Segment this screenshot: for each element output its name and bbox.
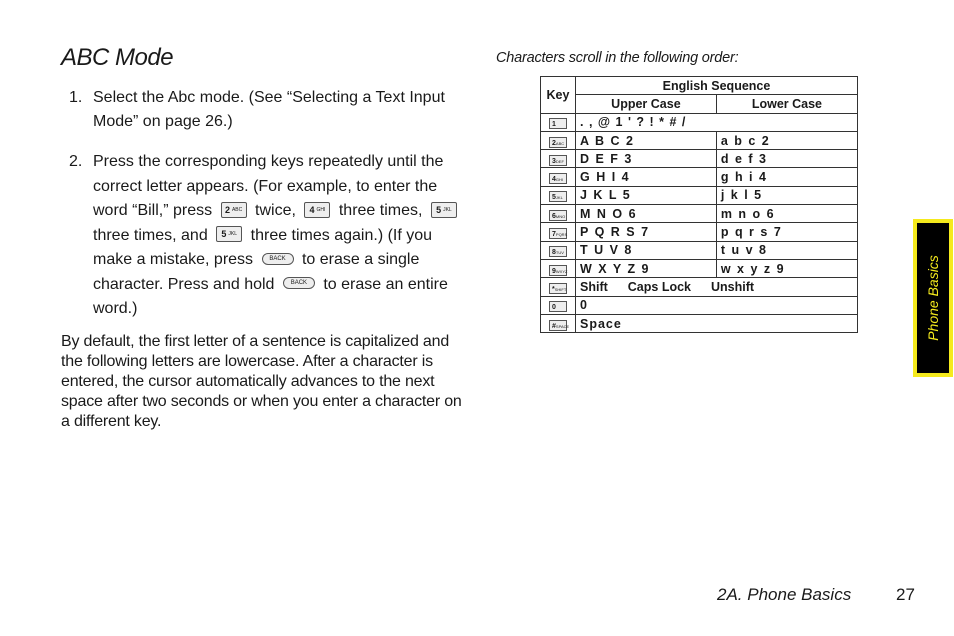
key-5-icon: $5^{JKL}$ <box>549 191 567 202</box>
table-row <box>541 223 858 241</box>
step-text: twice, <box>255 202 296 219</box>
table-row <box>541 186 858 204</box>
key-6-icon: $6^{MNO}$ <box>549 210 567 221</box>
table-row <box>541 278 858 296</box>
step-text: three times, and <box>93 226 208 244</box>
table-cell: 0 <box>576 296 858 314</box>
step-text: to erase a single character. Press and hold <box>93 251 420 293</box>
table-row <box>541 296 858 314</box>
table-cell: d e f 3 <box>716 150 857 168</box>
section-tab-label: Phone Basics <box>925 255 941 341</box>
table-row <box>541 205 858 223</box>
table-cell: g h i 4 <box>716 168 857 186</box>
step-text: Press the corresponding keys repeatedly until the correct letter appears. (For example, to enter the word “Bill,” press <box>93 153 444 219</box>
step-number: 2. <box>69 153 83 170</box>
key-2-icon: $2^{ABC}$ <box>549 137 567 148</box>
table-cell: . , @ 1 ' ? ! * # / <box>576 113 858 131</box>
step-text: three times again.) (If you make a mistake, press <box>93 226 433 268</box>
page-number: 27 <box>896 585 915 604</box>
table-row <box>541 241 858 259</box>
table-header-row <box>541 77 858 95</box>
key-2-icon: 2 $^{ABC}$ <box>221 202 247 218</box>
step-text: Select the Abc mode. (See “Selecting a Text Input Mode” on page 26.) <box>93 89 445 130</box>
table-cell: Space <box>576 314 858 332</box>
table-cell: j k l 5 <box>716 186 857 204</box>
table-row <box>541 259 858 277</box>
step-1 <box>61 86 471 134</box>
key-5-icon: 5 $^{JKL}$ <box>431 202 457 218</box>
table-cell: t u v 8 <box>716 241 857 259</box>
key-4-icon: $4^{GHI}$ <box>549 173 567 184</box>
table-cell: D E F 3 <box>576 150 717 168</box>
page-title: ABC Mode <box>61 44 174 71</box>
left-column <box>61 44 471 448</box>
step-2 <box>61 150 471 322</box>
table-cell: J K L 5 <box>576 186 717 204</box>
table-cell: G H I 4 <box>576 168 717 186</box>
table-cell: A B C 2 <box>576 131 717 149</box>
right-column <box>496 50 738 66</box>
step-text: three times, <box>338 202 423 219</box>
table-cell: Shift Caps Lock Unshift <box>576 278 858 296</box>
key-7-icon: $7^{PQRS}$ <box>549 228 567 239</box>
steps-list <box>61 86 471 322</box>
key-hash-icon: #$^{SPACE}$ <box>549 320 567 331</box>
table-row <box>541 113 858 131</box>
key-5-icon: 5 $^{JKL}$ <box>216 226 242 242</box>
header-lower-case: Lower Case <box>716 95 857 113</box>
key-9-icon: $9^{WXYZ}$ <box>549 265 567 276</box>
key-1-icon: 1 <box>549 118 567 129</box>
key-star-icon: *$^{SHIFT}$ <box>549 283 567 294</box>
header-upper-case: Upper Case <box>576 95 717 113</box>
back-key-icon: BACK <box>262 253 294 265</box>
footer-section-title: 2A. Phone Basics <box>717 585 852 604</box>
key-0-icon: 0 <box>549 301 567 312</box>
table-row <box>541 314 858 332</box>
key-8-icon: $8^{TUV}$ <box>549 246 567 257</box>
character-sequence-table <box>540 76 858 333</box>
body-paragraph: By default, the first letter of a sentence is capitalized and the following letters are lowercase. After a character is entered, the cursor automatically advances to the next space after two seconds or when you enter a character on a different key. <box>61 332 462 430</box>
table-cell: W X Y Z 9 <box>576 259 717 277</box>
table-cell: m n o 6 <box>716 205 857 223</box>
section-tab <box>913 219 953 377</box>
table-cell: P Q R S 7 <box>576 223 717 241</box>
table-cell: M N O 6 <box>576 205 717 223</box>
table-caption: Characters scroll in the following order: <box>496 50 739 66</box>
header-key: Key <box>541 77 576 114</box>
table-subheader-row <box>541 95 858 113</box>
table-cell: T U V 8 <box>576 241 717 259</box>
table-row <box>541 150 858 168</box>
header-english-sequence: English Sequence <box>576 77 858 95</box>
step-text: to erase an entire word.) <box>93 275 448 317</box>
step-number: 1. <box>69 89 83 106</box>
table-cell: w x y z 9 <box>716 259 857 277</box>
table-row <box>541 168 858 186</box>
table-cell: a b c 2 <box>716 131 857 149</box>
key-4-icon: 4 $^{GHI}$ <box>304 202 330 218</box>
table-row <box>541 131 858 149</box>
table-cell: p q r s 7 <box>716 223 857 241</box>
back-key-icon: BACK <box>283 277 315 289</box>
key-3-icon: $3^{DEF}$ <box>549 155 567 166</box>
